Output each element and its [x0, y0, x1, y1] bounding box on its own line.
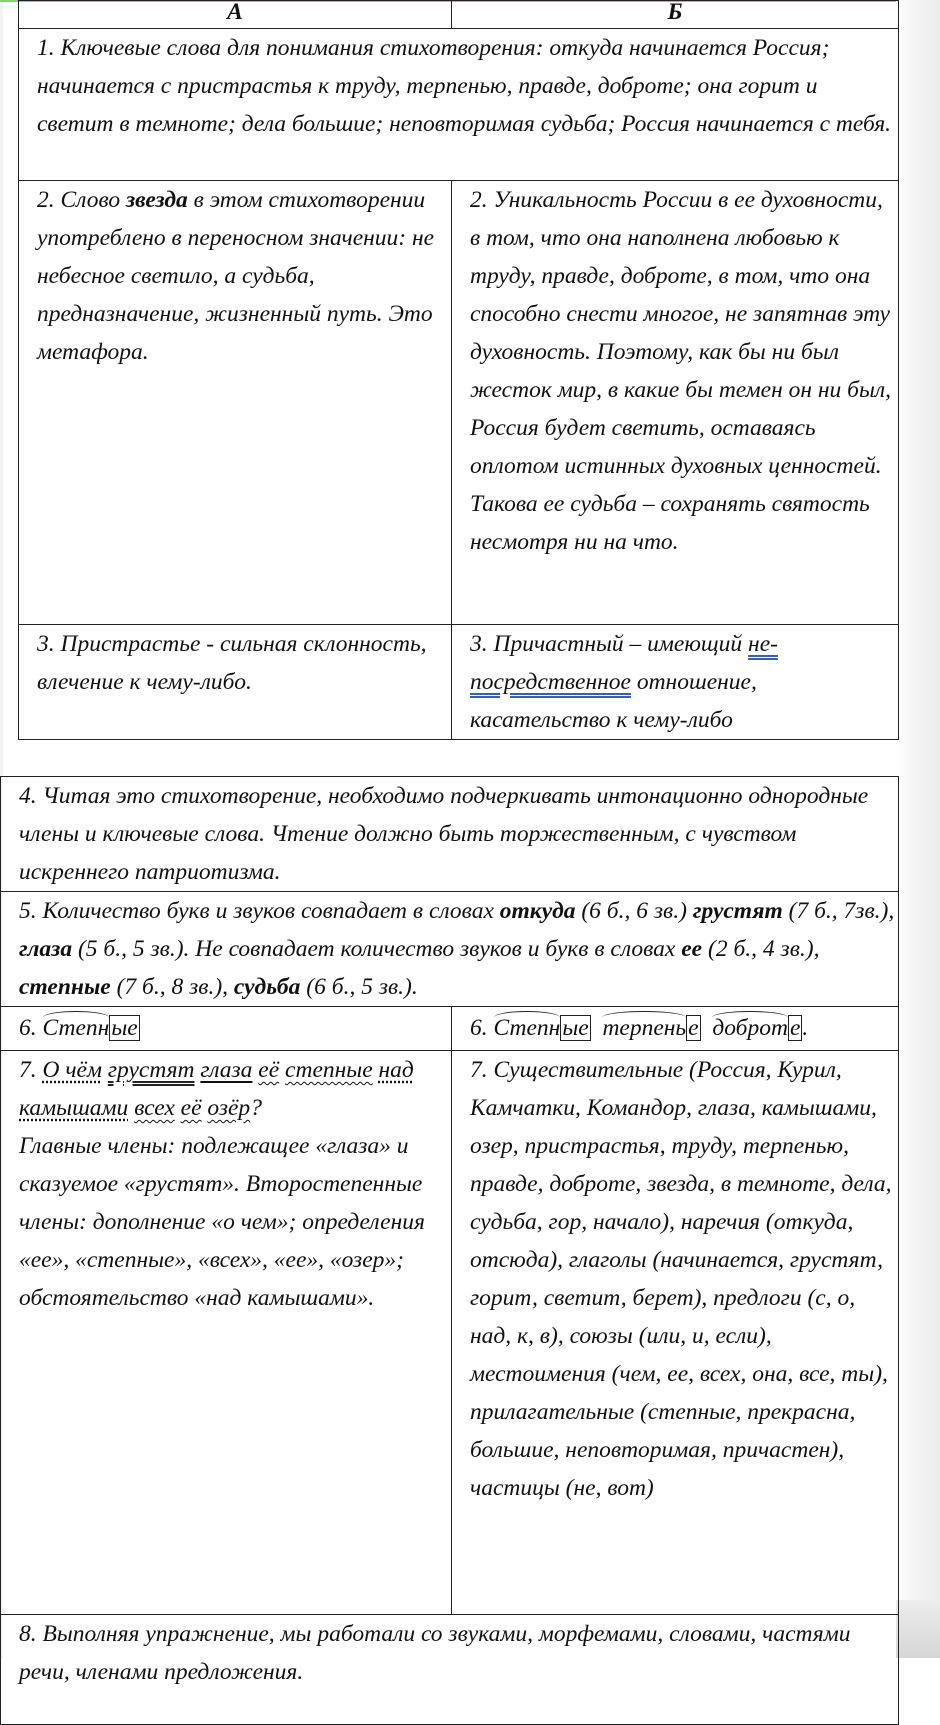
morpheme-ending: е [688, 1015, 699, 1041]
row8-text: 8. Выполняя упражнение, мы работали со звуками, морфемами, словами, частями речи, членами предложения. [1, 1615, 899, 1725]
column-header-a: А [19, 1, 452, 29]
row5-word: откуда [499, 898, 576, 924]
answers-table-top [18, 0, 899, 740]
sentence-member-attribute: всех [134, 1095, 175, 1121]
row3-col-b [452, 625, 899, 740]
row7-col-a [1, 1051, 452, 1615]
scroll-shadow [896, 0, 940, 1658]
column-header-b: Б [452, 1, 899, 29]
morpheme-root: доброт [712, 1009, 788, 1047]
answers-table-bottom [0, 776, 899, 1725]
row7-a-question-mark: ? [250, 1095, 262, 1121]
table-row-5 [1, 892, 899, 1007]
row5-part: (6 б., 5 зв.). [300, 974, 418, 1000]
row5-part: (2 б., 4 зв.), [702, 936, 820, 962]
row2-col-b: 2. Уникальность России в ее духовности, в том, что она наполнена любовью к труду, правде, доброте, в том, что она способно снести многое, не запятнав эту духовность. Поэтому, как бы ни был жесток мир, в какие бы темен он ни был, Россия будет светить, оставаясь оплотом истинных духовных ценностей. Такова ее судьба – сохранять святость несмотря ни на что. [452, 181, 899, 625]
row3-col-a: 3. Пристрастье - сильная склонность, влечение к чему-либо. [19, 625, 452, 740]
sentence-member-attribute: её [258, 1057, 280, 1083]
row3-b-underlined-2: посредственное [470, 669, 631, 695]
sentence-member-predicate: грустят [107, 1057, 195, 1083]
row6-b-number: 6. [470, 1015, 494, 1041]
row6-a-number: 6. [19, 1015, 43, 1041]
sentence-member-attribute: её [180, 1095, 202, 1121]
morpheme-ending: ые [111, 1015, 138, 1041]
table-row-6 [1, 1007, 899, 1051]
row7-a-rest: Главные члены: подлежащее «глаза» и сказуемое «грустят». Второстепенные члены: дополнение «о чем»; определения «ее», «степные», «всех», «ее», «озер»; обстоятельство «над камышами». [19, 1133, 425, 1311]
sentence-member-attribute: озёр [207, 1095, 251, 1121]
row6-col-a [1, 1007, 452, 1051]
row5-part: (6 б., 6 зв.) [575, 898, 693, 924]
table-row-2 [19, 181, 899, 625]
sentence-member-object: О чём [42, 1057, 102, 1083]
corner-shadow [896, 1600, 940, 1658]
row5-word: судьба [233, 974, 301, 1000]
sentence-member-subject: глаза [200, 1057, 253, 1083]
row5-part: (7 б., 7зв.), [782, 898, 895, 924]
table-row-3 [19, 625, 899, 740]
row5-word: степные [19, 974, 111, 1000]
morpheme-root: терпень [602, 1009, 686, 1047]
row2-col-a [19, 181, 452, 625]
row2-a-rest: в этом стихотворении употреблено в переносном значении: не небесное светило, а судьба, предназначение, жизненный путь. Это метафора. [37, 187, 435, 365]
morpheme-ending: ые [562, 1015, 589, 1041]
morpheme-root: Степн [494, 1009, 561, 1047]
row5-part: (5 б., 5 зв.). Не совпадает количество звуков и букв в словах [72, 936, 682, 962]
row2-a-bold-word: звезда [125, 187, 188, 213]
morpheme-root: Степн [43, 1009, 110, 1047]
row3-b-underlined-1: не- [748, 631, 778, 657]
row4-text: 4. Читая это стихотворение, необходимо подчеркивать интонационно однородные члены и ключевые слова. Чтение должно быть торжественным, с чувством искреннего патриотизма. [1, 777, 899, 892]
row6-b-dot: . [802, 1015, 809, 1041]
table-row-7 [1, 1051, 899, 1615]
row5-part: 5. Количество букв и звуков совпадает в словах [19, 898, 500, 924]
row6-col-b [452, 1007, 899, 1051]
sentence-member-adverbial: над камышами [19, 1057, 414, 1121]
row1-text: 1. Ключевые слова для понимания стихотворения: откуда начинается Россия; начинается с пристрастья к труду, терпенью, правде, доброте; она горит и светит в темноте; дела большие; неповторимая судьба; Россия начинается с тебя. [19, 29, 899, 181]
row2-a-prefix: 2. Слово [37, 187, 126, 213]
row7-a-number: 7. [19, 1057, 43, 1083]
row5-text [1, 892, 899, 1007]
table-row-8 [1, 1615, 899, 1725]
table-row-4 [1, 777, 899, 892]
row3-b-rest: отношение, касательство к чему-либо [470, 669, 757, 733]
row5-part: (7 б., 8 зв.), [110, 974, 234, 1000]
row5-word: ее [681, 936, 703, 962]
row5-word: глаза [19, 936, 73, 962]
row5-word: грустят [692, 898, 783, 924]
row3-b-prefix: 3. Причастный – имеющий [470, 631, 749, 657]
morpheme-ending: е [789, 1015, 801, 1041]
sentence-member-attribute: степные [285, 1057, 373, 1083]
row7-col-b: 7. Существительные (Россия, Курил, Камчатки, Командор, глаза, камышами, озер, пристрастья, труду, терпенью, правде, доброте, звезда, в темноте, дела, судьба, гор, начало), наречия (откуда, отсюда), глаголы (начинается, грустят, горит, светит, берет), предлоги (с, о, над, к, в), союзы (или, и, если), местоимения (чем, ее, всех, она, все, ты), прилагательные (степные, прекрасна, большие, неповторимая, причастен), частицы (не, вот) [452, 1051, 899, 1615]
table-row-1 [19, 29, 899, 181]
table-header-row [19, 1, 899, 29]
